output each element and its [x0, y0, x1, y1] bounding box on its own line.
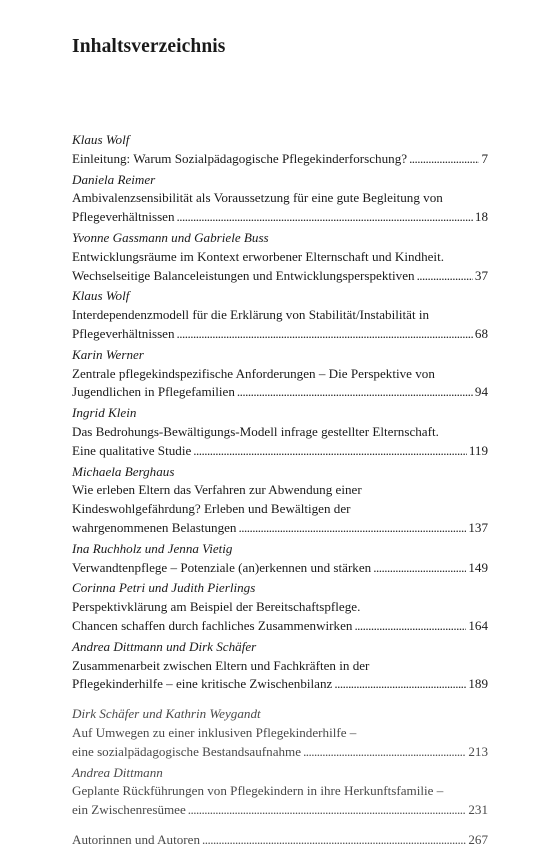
dot-leader	[177, 325, 473, 344]
toc-entry-last-line	[72, 519, 488, 538]
toc-entry-last-line	[72, 208, 488, 227]
dot-leader	[193, 442, 467, 461]
toc-entry	[72, 579, 488, 635]
page-title: Inhaltsverzeichnis	[72, 36, 226, 57]
toc-entry-title-line: Zusammenarbeit zwischen Eltern und Fachkräften in der	[72, 657, 370, 673]
toc-entry-author: Ina Ruchholz und Jenna Vietig	[72, 540, 233, 556]
toc-entry-title-line: Ambivalenzsensibilität als Voraussetzung für eine gute Begleitung von	[72, 190, 443, 206]
dot-leader	[417, 267, 473, 286]
toc-entry-title-line: Verwandtenpflege – Potenziale (an)erkennen und stärken	[72, 559, 372, 575]
toc-entry-author: Karin Werner	[72, 346, 144, 362]
toc-entry-author: Andrea Dittmann	[72, 764, 163, 780]
toc-entry-title-line: Wechselseitige Balanceleistungen und Entwicklungsperspektiven	[72, 267, 415, 283]
toc-entry-page-number: 267	[468, 831, 488, 847]
toc-entry-author: Yvonne Gassmann und Gabriele Buss	[72, 229, 269, 245]
toc-entry-title-line: Autorinnen und Autoren	[72, 831, 201, 847]
toc-entry-title-line: Interdependenzmodell für die Erklärung von Stabilität/Instabilität in	[72, 307, 430, 323]
toc-entry-author: Klaus Wolf	[72, 132, 130, 147]
toc-entry-page-number: 213	[468, 743, 488, 759]
toc-entry-title-line: eine sozialpädagogische Bestandsaufnahme	[72, 743, 302, 759]
toc-entry-page-number: 68	[474, 325, 488, 341]
toc-entry-author: Corinna Petri und Judith Pierlings	[72, 580, 256, 596]
toc-entry-title-line: Zentrale pflegekindspezifische Anforderungen – Die Perspektive von	[72, 365, 435, 381]
toc-entry-page-number: 119	[468, 442, 488, 458]
toc-entry-title-line: Geplante Rückführungen von Pflegekindern in ihre Herkunftsfamilie –	[72, 783, 444, 799]
toc-entry	[72, 540, 488, 578]
toc-entry-last-line	[72, 801, 488, 820]
toc-entry	[72, 229, 488, 285]
toc-entry-title-line: Einleitung: Warum Sozialpädagogische Pflegekinderforschung?	[72, 150, 408, 166]
dot-leader	[409, 150, 479, 169]
dot-leader	[238, 519, 466, 538]
toc-entry-title-line: wahrgenommenen Belastungen	[72, 519, 237, 535]
toc-entry-author: Klaus Wolf	[72, 288, 130, 304]
dot-leader	[354, 617, 466, 636]
toc-entry-title-line: Kindeswohlgefährdung? Erleben und Bewältigen der	[72, 501, 351, 517]
toc-entry-title-line: Eine qualitative Studie	[72, 442, 192, 458]
toc-entry-last-line	[72, 150, 488, 169]
toc-entry-title-line: Entwicklungsräume im Kontext erworbener Elternschaft und Kindheit.	[72, 248, 444, 264]
toc-entry	[72, 831, 488, 850]
toc-entry-title-line: Pflegeverhältnissen	[72, 325, 175, 341]
toc-entry-title-line: Auf Umwegen zu einer inklusiven Pflegekinderhilfe –	[72, 724, 357, 740]
toc-entry-author: Dirk Schäfer und Kathrin Weygandt	[72, 706, 261, 722]
dot-leader	[303, 743, 466, 762]
toc-entry-last-line	[72, 267, 488, 286]
toc-entry-title-line: ein Zwischenresümee	[72, 802, 186, 818]
toc-entry-last-line	[72, 675, 488, 694]
toc-entry-author: Ingrid Klein	[72, 405, 137, 421]
toc-entry-page-number: 37	[474, 267, 488, 283]
toc-entry-last-line	[72, 383, 488, 402]
toc-entry	[72, 463, 488, 538]
toc-entry-title-line: Das Bedrohungs-Bewältigungs-Modell infrage gestellter Elternschaft.	[72, 423, 439, 439]
dot-leader	[202, 831, 466, 850]
toc-entry-author: Michaela Berghaus	[72, 463, 175, 479]
toc-entry-page-number: 7	[481, 150, 488, 166]
toc-entry-page-number: 231	[468, 802, 488, 818]
toc-entry-last-line	[72, 325, 488, 344]
toc-entry-author: Andrea Dittmann und Dirk Schäfer	[72, 638, 257, 654]
toc-entry	[72, 638, 488, 694]
toc-entry-last-line	[72, 442, 488, 461]
toc-entries	[72, 131, 488, 850]
dot-leader	[237, 383, 473, 402]
dot-leader	[334, 675, 466, 694]
toc-entry-page-number: 189	[468, 676, 488, 692]
toc-entry-title-line: Pflegekinderhilfe – eine kritische Zwischenbilanz	[72, 676, 333, 692]
toc-entry-page-number: 164	[468, 617, 488, 633]
toc-entry-last-line	[72, 617, 488, 636]
toc-entry-title-line: Jugendlichen in Pflegefamilien	[72, 384, 235, 400]
toc-entry-title-line: Pflegeverhältnissen	[72, 209, 175, 225]
toc-entry-title-line: Chancen schaffen durch fachliches Zusammenwirken	[72, 617, 353, 633]
toc-entry	[72, 705, 488, 761]
toc-entry-page-number: 94	[474, 384, 488, 400]
toc-entry	[72, 131, 488, 169]
toc-entry-title-line: Wie erleben Eltern das Verfahren zur Abwendung einer	[72, 482, 362, 498]
toc-entry	[72, 764, 488, 820]
toc-entry-last-line	[72, 831, 488, 850]
toc-entry-last-line	[72, 743, 488, 762]
toc-entry-page-number: 149	[468, 559, 488, 575]
toc-entry-last-line	[72, 559, 488, 578]
dot-leader	[188, 801, 467, 820]
toc-entry	[72, 346, 488, 402]
toc-entry-page-number: 18	[474, 209, 488, 225]
toc-entry	[72, 171, 488, 227]
toc-entry-page-number: 137	[468, 519, 488, 535]
dot-leader	[373, 559, 466, 578]
dot-leader	[177, 208, 473, 227]
toc-entry	[72, 404, 488, 460]
toc-entry	[72, 287, 488, 343]
toc-entry-title-line: Perspektivklärung am Beispiel der Bereitschaftspflege.	[72, 599, 361, 615]
toc-entry-author: Daniela Reimer	[72, 171, 156, 187]
